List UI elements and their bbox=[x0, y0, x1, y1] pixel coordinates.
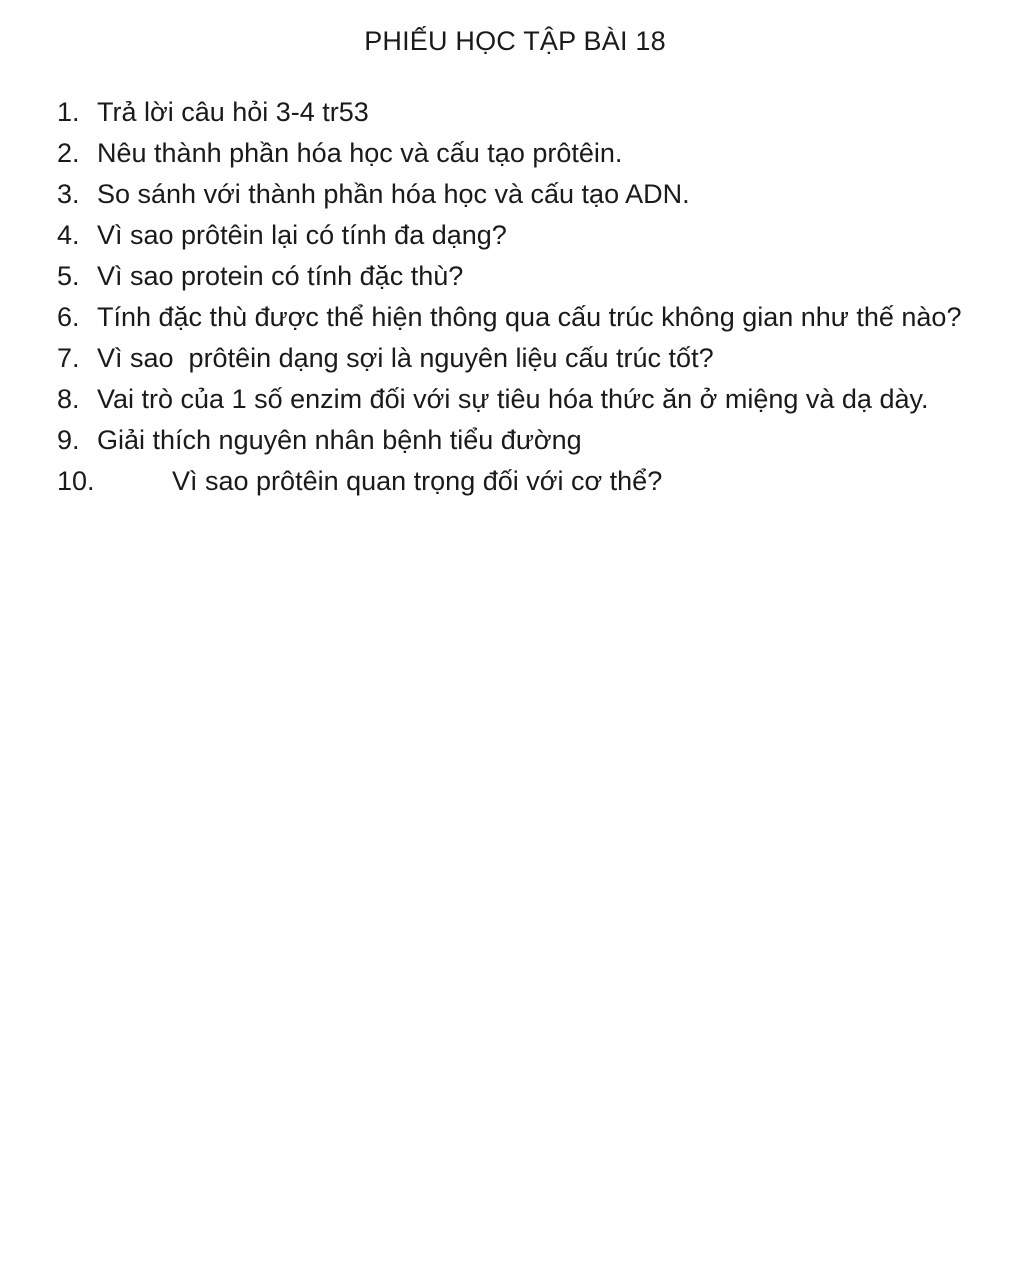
question-number: 4. bbox=[57, 220, 80, 250]
question-item bbox=[57, 256, 987, 297]
question-text: Vai trò của 1 số enzim đối với sự tiêu hóa thức ăn ở miệng và dạ dày. bbox=[97, 384, 929, 414]
question-text: Giải thích nguyên nhân bệnh tiểu đường bbox=[97, 425, 582, 455]
question-text: Vì sao protein có tính đặc thù? bbox=[97, 261, 464, 291]
question-text: Vì sao prôtêin quan trọng đối với cơ thể? bbox=[172, 466, 663, 496]
question-number: 7. bbox=[57, 343, 80, 373]
question-number: 5. bbox=[57, 261, 80, 291]
question-number: 6. bbox=[57, 302, 80, 332]
question-text: So sánh với thành phần hóa học và cấu tạo ADN. bbox=[97, 179, 690, 209]
question-text: Vì sao prôtêin dạng sợi là nguyên liệu cấu trúc tốt? bbox=[97, 343, 714, 373]
question-list bbox=[57, 92, 987, 502]
question-item bbox=[57, 133, 987, 174]
question-item bbox=[57, 461, 987, 502]
question-text: Tính đặc thù được thể hiện thông qua cấu trúc không gian như thế nào? bbox=[97, 302, 962, 332]
page-title: PHIẾU HỌC TẬP BÀI 18 bbox=[364, 26, 666, 56]
question-item bbox=[57, 215, 987, 256]
question-number: 8. bbox=[57, 384, 80, 414]
question-item bbox=[57, 379, 987, 420]
question-item bbox=[57, 92, 987, 133]
question-item bbox=[57, 338, 987, 379]
question-text: Nêu thành phần hóa học và cấu tạo prôtêin. bbox=[97, 138, 623, 168]
question-number: 10. bbox=[57, 466, 95, 496]
question-number: 9. bbox=[57, 425, 80, 455]
question-text: Trả lời câu hỏi 3-4 tr53 bbox=[97, 97, 369, 127]
question-number: 1. bbox=[57, 97, 80, 127]
question-item bbox=[57, 174, 987, 215]
question-number: 2. bbox=[57, 138, 80, 168]
question-item bbox=[57, 297, 987, 338]
question-item bbox=[57, 420, 987, 461]
question-number: 3. bbox=[57, 179, 80, 209]
question-text: Vì sao prôtêin lại có tính đa dạng? bbox=[97, 220, 507, 250]
